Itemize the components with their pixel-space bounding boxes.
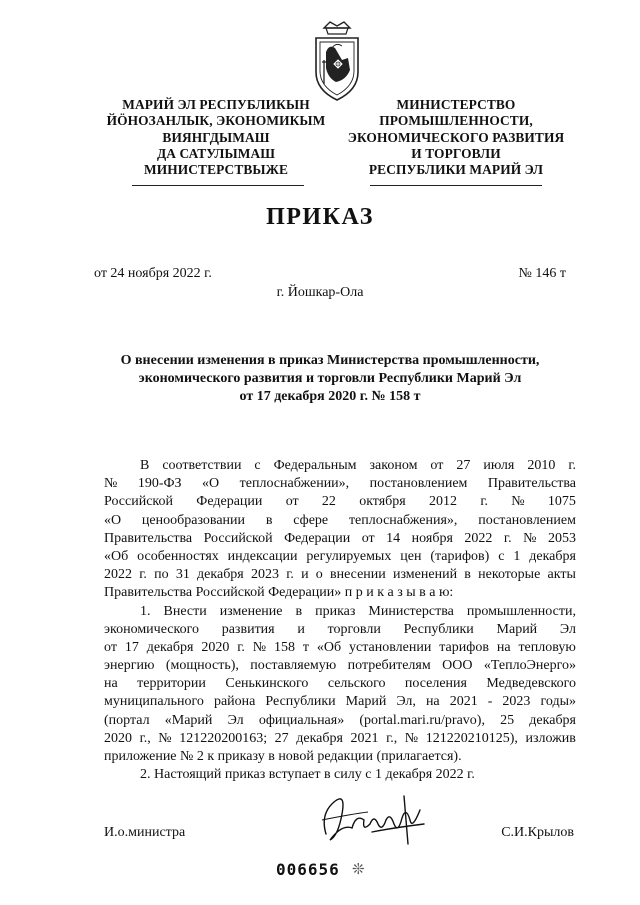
signatory-name: С.И.Крылов (501, 825, 574, 840)
body-line: Правительства Российской Федерации от 14 ноября 2022 г. № 2053 (104, 530, 576, 546)
order-subject (100, 352, 560, 406)
header-left (92, 97, 340, 178)
order-number: № 146 т (518, 266, 566, 281)
body-line: Российской Федерации от 22 октября 2012 г. № 1075 (104, 494, 576, 510)
body-line: № 190-ФЗ «О теплоснабжении», постановлением Правительства (104, 476, 576, 492)
body-line: В соответствии с Федеральным законом от 27 июля 2010 г. (140, 458, 576, 473)
signatory-role: И.о.министра (104, 825, 186, 840)
body-line: экономического развития и торговли Республики Марий Эл (104, 621, 576, 637)
subject-line: О внесении изменения в приказ Министерства промышленности, (120, 353, 540, 368)
order-body (104, 457, 576, 784)
document-title: ПРИКАЗ (266, 204, 374, 230)
header-left-rule (132, 185, 304, 186)
header-left-line: МИНИСТЕРСТВЫЖЕ (143, 162, 288, 178)
subject-line: экономического развития и торговли Республики Марий Эл (138, 371, 522, 386)
order-city: г. Йошкар-Ола (276, 285, 364, 300)
body-line: энергию (мощность), поставляемую потребителям ООО «ТеплоЭнерго» (104, 658, 576, 674)
header-right-line: МИНИСТЕРСТВО (396, 97, 516, 112)
body-line: на территории Сенькинского сельского поселения Медведевского (104, 676, 576, 692)
handwritten-signature (312, 784, 432, 850)
body-line: «Об особенностях индексации регулируемых цен (тарифов) с 1 декабря (104, 548, 576, 564)
body-line: 2. Настоящий приказ вступает в силу с 1 декабря 2022 г. (140, 767, 475, 783)
order-date: от 24 ноября 2022 г. (94, 266, 212, 281)
header-left-line: ДА САТУЛЫМАШ (156, 145, 276, 161)
header-right-line: ПРОМЫШЛЕННОСТИ, (379, 113, 533, 129)
body-line: муниципального района Республики Марий Эл, на 2021 - 2023 годы» (104, 694, 576, 710)
body-line: 2020 г., № 121220200163; 27 декабря 2021 г., № 121220210125), изложив (104, 730, 576, 746)
header-right-line: ЭКОНОМИЧЕСКОГО РАЗВИТИЯ (347, 129, 565, 145)
serial-number: 006656 (276, 860, 340, 879)
header-right (336, 97, 576, 178)
header-right-rule (370, 185, 542, 186)
body-line: (портал «Марий Эл официальная» (portal.mari.ru/pravo), 25 декабря (104, 712, 576, 728)
serial-mark: ❊ (352, 862, 365, 878)
body-line: от 17 декабря 2020 г. № 158 т «Об установлении тарифов на тепловую (104, 639, 576, 655)
body-line: «О ценообразовании в сфере теплоснабжения», постановлением (104, 512, 576, 528)
subject-line: от 17 декабря 2020 г. № 158 т (239, 389, 421, 404)
header-right-line: РЕСПУБЛИКИ МАРИЙ ЭЛ (368, 162, 544, 178)
body-line: 1. Внести изменение в приказ Министерства промышленности, (140, 603, 576, 619)
body-line: приложение № 2 к приказу в новой редакции (прилагается). (104, 749, 462, 764)
header-left-line: ВИЯНГДЫМАШ (162, 129, 270, 145)
body-line: 2022 г. по 31 декабря 2023 г. и о внесении изменений в некоторые акты (104, 567, 576, 583)
header-left-line: ЙÖНОЗАНЛЫК, ЭКОНОМИКЫМ (106, 113, 326, 129)
header-left-line: МАРИЙ ЭЛ РЕСПУБЛИКЫН (122, 97, 310, 112)
body-line: Правительства Российской Федерации» п р и к а з ы в а ю: (104, 585, 454, 601)
header-right-line: И ТОРГОВЛИ (411, 145, 501, 161)
coat-of-arms-icon (302, 20, 372, 102)
